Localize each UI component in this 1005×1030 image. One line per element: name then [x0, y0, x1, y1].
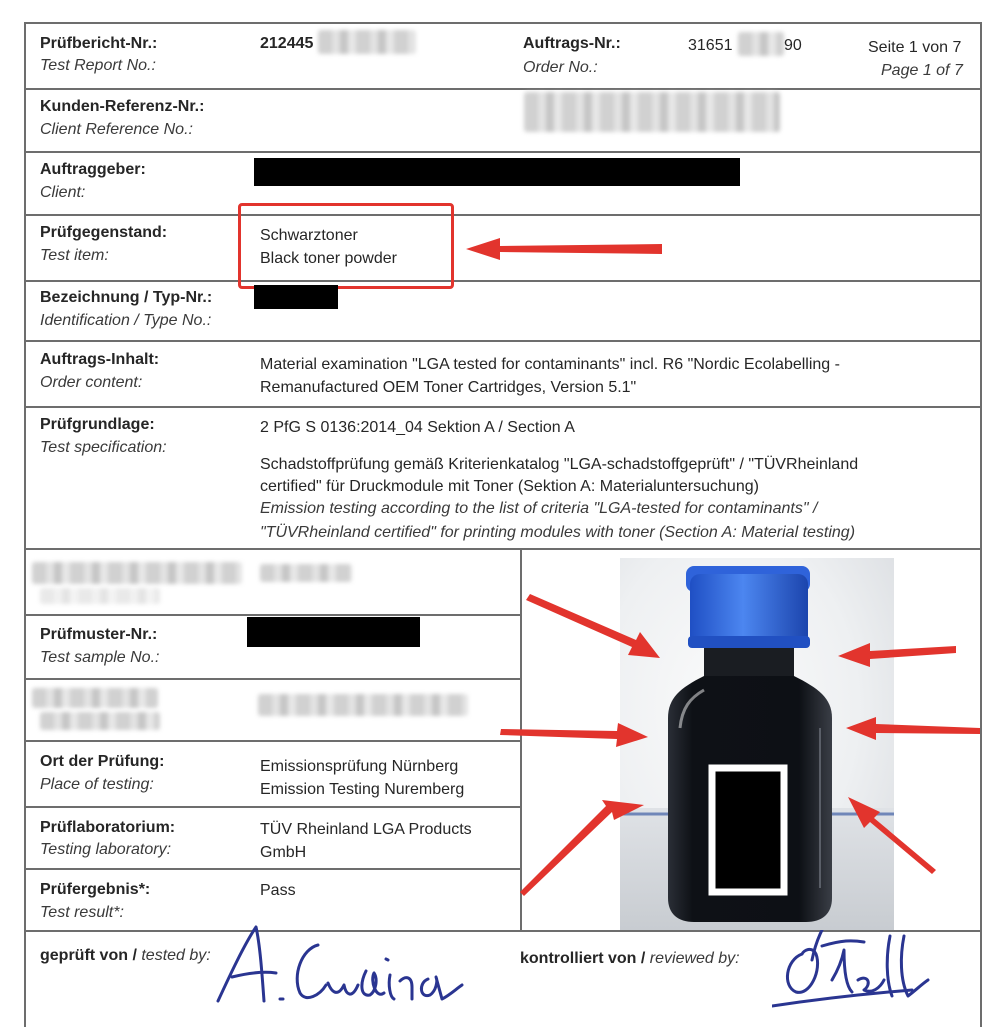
- test-spec-line3: certified" für Druckmodule mit Toner (Sektion A: Materialuntersuchung): [260, 478, 759, 495]
- reviewed-by-label: kontrolliert von / reviewed by:: [520, 950, 740, 967]
- sample-no-label: Prüfmuster-Nr.:: [40, 626, 158, 643]
- order-content-label: Auftrags-Inhalt:: [40, 351, 160, 368]
- test-item-value-de: Schwarztoner: [260, 227, 358, 244]
- test-spec-label: Prüfgrundlage:: [40, 416, 155, 433]
- order-no-value-start: 31651: [688, 37, 733, 54]
- place-value-en: Emission Testing Nuremberg: [260, 781, 465, 798]
- identification-label-en: Identification / Type No.:: [40, 312, 212, 329]
- client-label-en: Client:: [40, 184, 86, 201]
- lab-label-en: Testing laboratory:: [40, 841, 172, 858]
- report-no-value: 212445: [260, 35, 314, 52]
- test-spec-line2: Schadstoffprüfung gemäß Kriterienkatalog "LGA-schadstoffgeprüft" / "TÜVRheinland: [260, 456, 859, 473]
- place-label: Ort der Prüfung:: [40, 753, 165, 770]
- place-value-de: Emissionsprüfung Nürnberg: [260, 758, 459, 775]
- result-value: Pass: [260, 882, 296, 899]
- order-content-line1: Material examination "LGA tested for contaminants" incl. R6 "Nordic Ecolabelling -: [260, 356, 840, 373]
- lab-value-line1: TÜV Rheinland LGA Products: [260, 821, 472, 838]
- lab-value-line2: GmbH: [260, 844, 307, 861]
- test-item-label: Prüfgegenstand:: [40, 224, 168, 241]
- test-spec-line1: 2 PfG S 0136:2014_04 Sektion A / Section A: [260, 419, 575, 436]
- order-no-value-end: 90: [784, 37, 802, 54]
- client-ref-label-en: Client Reference No.:: [40, 121, 193, 138]
- page-number-en: Page 1 of 7: [881, 62, 963, 79]
- order-no-label: Auftrags-Nr.:: [523, 35, 621, 52]
- client-ref-label: Kunden-Referenz-Nr.:: [40, 98, 205, 115]
- order-no-label-en: Order No.:: [523, 59, 598, 76]
- identification-label: Bezeichnung / Typ-Nr.:: [40, 289, 213, 306]
- result-label-en: Test result*:: [40, 904, 124, 921]
- report-no-label-en: Test Report No.:: [40, 57, 156, 74]
- test-spec-label-en: Test specification:: [40, 439, 167, 456]
- test-item-label-en: Test item:: [40, 247, 109, 264]
- report-no-label: Prüfbericht-Nr.:: [40, 35, 158, 52]
- page-number: Seite 1 von 7: [868, 39, 962, 56]
- order-content-line2: Remanufactured OEM Toner Cartridges, Version 5.1": [260, 379, 637, 396]
- test-spec-line5: "TÜVRheinland certified" for printing modules with toner (Section A: Material testing): [260, 524, 856, 541]
- test-spec-line4: Emission testing according to the list of criteria "LGA-tested for contaminants" /: [260, 500, 818, 517]
- client-label: Auftraggeber:: [40, 161, 146, 178]
- order-content-label-en: Order content:: [40, 374, 143, 391]
- result-label: Prüfergebnis*:: [40, 881, 151, 898]
- tested-by-label: geprüft von / tested by:: [40, 947, 211, 964]
- lab-label: Prüflaboratorium:: [40, 819, 176, 836]
- test-item-value-en: Black toner powder: [260, 250, 397, 267]
- sample-no-label-en: Test sample No.:: [40, 649, 160, 666]
- place-label-en: Place of testing:: [40, 776, 154, 793]
